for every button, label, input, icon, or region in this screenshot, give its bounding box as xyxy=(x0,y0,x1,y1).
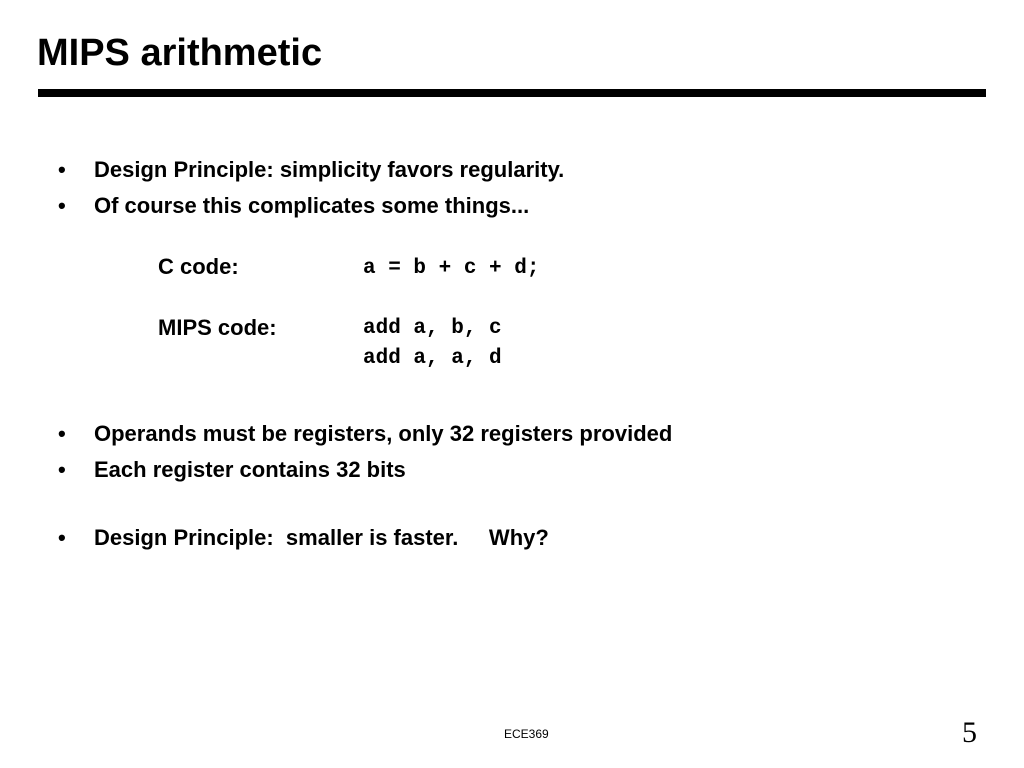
mips-code-line: add a, a, d xyxy=(363,347,502,370)
mips-code-label: MIPS code: xyxy=(158,315,277,340)
bullet-icon: • xyxy=(58,193,66,218)
bullet-item xyxy=(58,524,549,552)
bullet-text: Of course this complicates some things... xyxy=(94,193,530,218)
bullet-icon: • xyxy=(58,157,66,182)
page-number: 5 xyxy=(962,716,977,749)
bullet-text: Each register contains 32 bits xyxy=(94,457,406,482)
mips-code-line: add a, b, c xyxy=(363,317,502,340)
bullet-item xyxy=(58,156,564,184)
bullet-text: Operands must be registers, only 32 registers provided xyxy=(94,421,673,446)
bullet-item xyxy=(58,192,529,220)
c-code-label: C code: xyxy=(158,254,239,279)
bullet-icon: • xyxy=(58,457,66,482)
c-code-line: a = b + c + d; xyxy=(363,257,540,280)
slide-title: MIPS arithmetic xyxy=(37,32,323,74)
footer-course-label: ECE369 xyxy=(504,727,549,741)
bullet-icon: • xyxy=(58,525,66,550)
bullet-text: Design Principle: smaller is faster. Why? xyxy=(94,525,549,550)
bullet-text: Design Principle: simplicity favors regularity. xyxy=(94,157,565,182)
bullet-icon: • xyxy=(58,421,66,446)
bullet-item xyxy=(58,420,672,448)
bullet-item xyxy=(58,456,406,484)
title-divider xyxy=(38,89,986,97)
